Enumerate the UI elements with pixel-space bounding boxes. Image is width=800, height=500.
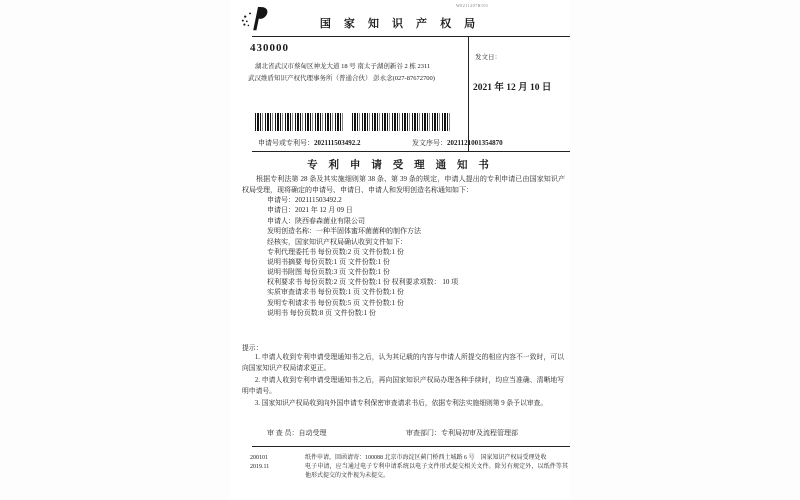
note-item-3: 3. 国家知识产权局收到向外国申请专利保密审查请求书后，依据专利法实施细则第 9 条予以审查。 bbox=[254, 400, 548, 407]
received-item: 权利要求书 每份页数:2 页 文件份数:1 份 权利要求项数： 10 项 bbox=[267, 278, 459, 287]
department-field bbox=[406, 428, 518, 438]
dispatch-number-barcode bbox=[352, 113, 450, 131]
footer-rule bbox=[252, 446, 570, 447]
field-applicant bbox=[267, 216, 565, 226]
address-line-1: 湖北省武汉市蔡甸区神龙大道 18 号 南太子湖创新谷 2 栋 2311 bbox=[255, 63, 431, 70]
dispatch-number-field bbox=[412, 138, 503, 148]
examiner-field bbox=[267, 428, 327, 438]
notes-heading: 提示： bbox=[242, 345, 263, 352]
field-filing-date bbox=[267, 205, 565, 215]
dispatch-date-label: 发文日： bbox=[475, 54, 501, 61]
notice-document-page bbox=[230, 0, 570, 500]
footer-instructions bbox=[305, 454, 568, 481]
dispatch-number-value: 2021121001354870 bbox=[447, 139, 503, 147]
field-invention-title bbox=[267, 226, 565, 236]
received-item: 实质审查请求书 每份页数:1 页 文件份数:1 份 bbox=[267, 288, 404, 297]
postal-code: 430000 bbox=[250, 42, 289, 54]
received-documents-list bbox=[267, 237, 565, 318]
notice-title: 专 利 申 请 受 理 通 知 书 bbox=[307, 159, 493, 171]
application-fields bbox=[267, 195, 565, 237]
field-value: 2021 年 12 月 09 日 bbox=[295, 206, 353, 215]
department-label: 审查部门： bbox=[406, 429, 441, 437]
application-number-barcode bbox=[255, 113, 345, 131]
received-item: 说明书摘要 每份页数:1 页 文件份数:1 份 bbox=[267, 258, 390, 267]
department-value: 专利局初审及流程管理部 bbox=[441, 429, 518, 437]
examiner-label: 审 查 员： bbox=[267, 429, 299, 437]
received-item: 发明专利请求书 每份页数:5 页 文件份数:1 份 bbox=[267, 298, 404, 307]
dispatch-date-value: 2021 年 12 月 10 日 bbox=[473, 83, 552, 93]
received-item: 说明书附图 每份页数:3 页 文件份数:1 份 bbox=[267, 268, 390, 277]
footer-code-2: 2019.11 bbox=[250, 464, 270, 470]
note-item-1: 1. 申请人收到专利申请受理通知书之后，认为其记载的内容与申请人所提交的相应内容不一致时，可以向国家知识产权局请求更正。 bbox=[242, 354, 564, 372]
application-number-field bbox=[258, 138, 360, 148]
dispatch-number-label: 发文序号： bbox=[412, 139, 447, 147]
received-item: 专利代理委托书 每份页数:2 页 文件份数:1 份 bbox=[267, 248, 404, 257]
field-value: 陕西春森菌业有限公司 bbox=[295, 216, 365, 225]
application-number-value: 202111503492.2 bbox=[314, 139, 361, 147]
footer-line-electronic: 电子申请，应当通过电子专利申请系统以电子文件形式提交相关文件。除另有规定外，以纸件等其他形式提交的文件视为未提交。 bbox=[305, 464, 568, 479]
field-label: 发明创造名称： bbox=[267, 227, 316, 236]
footer-line-paper: 纸件申请，回函请寄：100088 北京市海淀区蓟门桥西土城路 6 号 国家知识产权局受理处收 bbox=[305, 455, 547, 461]
received-intro: 经核实，国家知识产权局确认收到文件如下： bbox=[267, 238, 407, 246]
field-value: 一种半固体蜜环菌菌种的制作方法 bbox=[316, 227, 421, 236]
dispatch-date-box bbox=[468, 37, 570, 151]
field-label: 申请日： bbox=[267, 206, 295, 215]
reference-rule bbox=[252, 151, 570, 152]
address-line-2: 武汉维盾知识产权代理事务所（普通合伙） 彭永念(027-87672700) bbox=[248, 75, 435, 82]
footer-form-codes bbox=[250, 454, 296, 472]
notice-intro-paragraph: 根据专利法第 28 条及其实施细则第 38 条、第 39 条的规定，申请人提出的专利申请已由国家知识产权局受理，现将确定的申请号、申请日、申请人和发明创造名称通知如下： bbox=[242, 175, 565, 194]
field-value: 202111503492.2 bbox=[295, 196, 342, 204]
document-code: W0211207H101 bbox=[456, 3, 489, 8]
examiner-value: 自动受理 bbox=[298, 429, 327, 437]
footer-code-1: 200101 bbox=[250, 455, 268, 461]
notes-list bbox=[242, 352, 564, 410]
agency-title: 国 家 知 识 产 权 局 bbox=[319, 18, 481, 30]
application-number-label: 申请号或专利号： bbox=[258, 139, 314, 147]
field-label: 申请人： bbox=[267, 216, 295, 225]
field-application-number bbox=[267, 195, 565, 205]
note-item-2: 2. 申请人收到专利申请受理通知书之后，再向国家知识产权局办理各种手续时，均应当准确、清晰地写明申请号。 bbox=[242, 377, 564, 395]
received-item: 说明书 每份页数:8 页 文件份数:1 份 bbox=[267, 308, 376, 317]
field-label: 申请号： bbox=[267, 196, 295, 204]
